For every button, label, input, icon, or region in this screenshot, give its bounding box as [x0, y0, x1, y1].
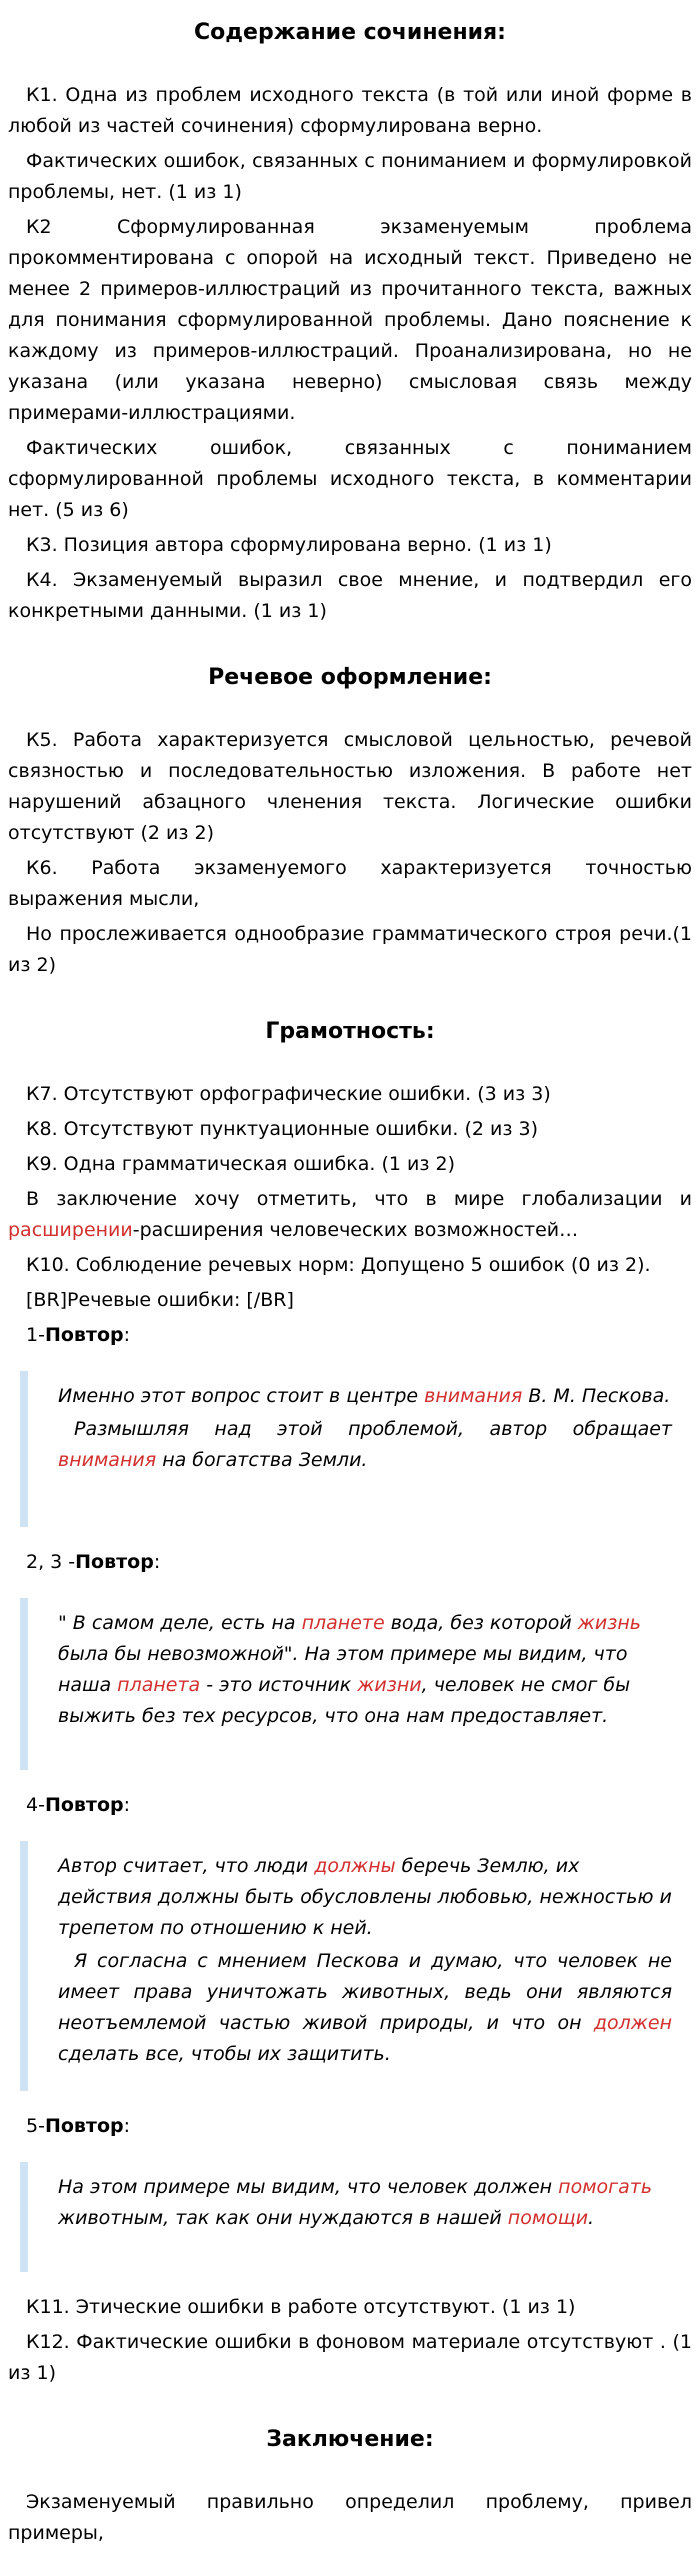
repeated-word: помощи: [507, 2207, 589, 2229]
criterion-k7: К7. Отсутствуют орфографические ошибки. (3 из 3): [26, 1083, 551, 1105]
repeated-word: должен: [593, 2012, 672, 2034]
quote-text: Автор считает, что люди: [58, 1855, 315, 1877]
repeat-colon: :: [153, 1551, 161, 1573]
quote-text: .: [588, 2207, 595, 2229]
error-quote: [20, 1371, 692, 1527]
error-quote: [20, 2162, 692, 2272]
repeat-number: 4-: [26, 1794, 45, 1816]
closing-remark-end: -расширения человеческих возможностей…: [132, 1219, 579, 1241]
repeat-title: Повтор: [44, 1324, 124, 1346]
quote-text: " В самом деле, есть на: [58, 1612, 302, 1634]
repeat-number: 1-: [26, 1324, 45, 1346]
quote-text: Именно этот вопрос стоит в центре: [58, 1385, 425, 1407]
repeated-word: жизнь: [577, 1612, 641, 1634]
quote-text: , человек не смог бы выжить без тех ресурсов, что она нам предоставляет.: [58, 1674, 631, 1727]
criterion-k4: К4. Экзаменуемый выразил свое мнение, и подтвердил его конкретными данными. (1 из 1): [8, 569, 692, 622]
criterion-k11: К11. Этические ошибки в работе отсутствуют. (1 из 1): [26, 2296, 576, 2318]
criterion-k2: К2 Сформулированная экзаменуемым проблема прокомментирована с опорой на исходный текст. Приведено не менее 2 примеров-иллюстраций из прочитанного текста, важных для понимания сформулированной проблемы. Дано пояснение к каждому из примеров-иллюстраций. Проанализирована, но не указана (или указана неверно) смысловая связь между примерами-иллюстрациями.: [8, 216, 692, 424]
criterion-k10: К10. Соблюдение речевых норм: Допущено 5 ошибок (0 из 2).: [26, 1254, 651, 1276]
quote-text: беречь Землю, их действия должны быть обусловлены любовью, нежностью и трепетом по отношению к ней.: [58, 1855, 672, 1939]
repeated-word: внимания: [58, 1449, 157, 1471]
quote-line: [58, 2172, 672, 2234]
criterion-k12: К12. Фактические ошибки в фоновом материале отсутствуют . (1 из 1): [8, 2331, 692, 2384]
repeated-word: должны: [314, 1855, 396, 1877]
repeat-title: Повтор: [44, 1794, 124, 1816]
closing-remark-start: В заключение хочу отметить, что в мире глобализации и: [26, 1188, 692, 1210]
quote-text: Я согласна с мнением Пескова и думаю, что человек не имеет права уничтожать животных, ведь они являются неотъемлемой частью живой природы, и что он: [58, 1950, 672, 2034]
criterion-k8: К8. Отсутствуют пунктуационные ошибки. (2 из 3): [26, 1118, 539, 1140]
quote-text: вода, без которой: [384, 1612, 578, 1634]
quote-text: Размышляя над этой проблемой, автор обращает: [74, 1418, 672, 1440]
repeat-colon: :: [123, 1324, 131, 1346]
criterion-k6: К6. Работа экзаменуемого характеризуется точностью выражения мысли,: [8, 857, 692, 910]
quote-line: [58, 1946, 672, 2070]
criterion-k1-note: Фактических ошибок, связанных с пониманием и формулировкой проблемы, нет. (1 из 1): [8, 150, 692, 203]
repeat-label: [8, 1790, 692, 1821]
quote-text: была бы невозможной". На этом примере мы видим, что наша: [58, 1643, 628, 1696]
literacy-section-title: Грамотность:: [265, 1019, 435, 1044]
error-quote: [20, 1598, 692, 1770]
speech-errors-label: [BR]Речевые ошибки: [/BR]: [26, 1289, 294, 1311]
quote-line: [58, 1851, 672, 1944]
criterion-k1: К1. Одна из проблем исходного текста (в той или иной форме в любой из частей сочинения) сформулирована верно.: [8, 84, 692, 137]
repeated-word: внимания: [424, 1385, 523, 1407]
repeat-title: Повтор: [75, 1551, 154, 1573]
criterion-k6-note: Но прослеживается однообразие грамматического строя речи.(1 из 2): [8, 923, 692, 976]
conclusion-text: Экзаменуемый правильно определил проблему, привел примеры,: [8, 2491, 692, 2544]
criterion-k2-note: Фактических ошибок, связанных с пониманием сформулированной проблемы исходного текста, в комментарии нет. (5 из 6): [8, 437, 692, 521]
repeated-word: планета: [117, 1674, 201, 1696]
repeated-word: помогать: [558, 2176, 653, 2198]
quote-text: На этом примере мы видим, что человек должен: [58, 2176, 559, 2198]
conclusion-section-title: Заключение:: [266, 2427, 434, 2452]
speech-section-title: Речевое оформление:: [208, 665, 492, 690]
quote-text: животным, так как они нуждаются в нашей: [58, 2207, 508, 2229]
repeat-number: 2, 3 -: [26, 1551, 76, 1573]
criterion-k9: К9. Одна грамматическая ошибка. (1 из 2): [26, 1153, 456, 1175]
repeat-colon: :: [123, 2115, 131, 2137]
repeat-label: [8, 1320, 692, 1351]
error-quote: [20, 1841, 692, 2091]
quote-text: - это источник: [200, 1674, 358, 1696]
repeat-colon: :: [123, 1794, 131, 1816]
quote-text: на богатства Земли.: [156, 1449, 368, 1471]
repeat-title: Повтор: [44, 2115, 124, 2137]
repeat-label: [8, 2111, 692, 2142]
quote-line: [58, 1381, 672, 1412]
criterion-k3: К3. Позиция автора сформулирована верно. (1 из 1): [26, 534, 552, 556]
quote-text: сделать все, чтобы их защитить.: [58, 2043, 391, 2065]
repeated-word: планете: [301, 1612, 385, 1634]
criterion-k5: К5. Работа характеризуется смысловой цельностью, речевой связностью и последовательностью изложения. В работе нет нарушений абзацного членения текста. Логические ошибки отсутствуют (2 из 2): [8, 729, 692, 844]
repeat-number: 5-: [26, 2115, 45, 2137]
quote-text: В. М. Пескова.: [522, 1385, 671, 1407]
closing-remark: [8, 1184, 692, 1246]
quote-line: [58, 1608, 672, 1732]
repeat-label: [8, 1547, 692, 1578]
content-section-title: Содержание сочинения:: [194, 20, 506, 45]
quote-line: [58, 1414, 672, 1476]
repeated-word: жизни: [357, 1674, 422, 1696]
highlighted-word: расширении: [8, 1219, 133, 1241]
